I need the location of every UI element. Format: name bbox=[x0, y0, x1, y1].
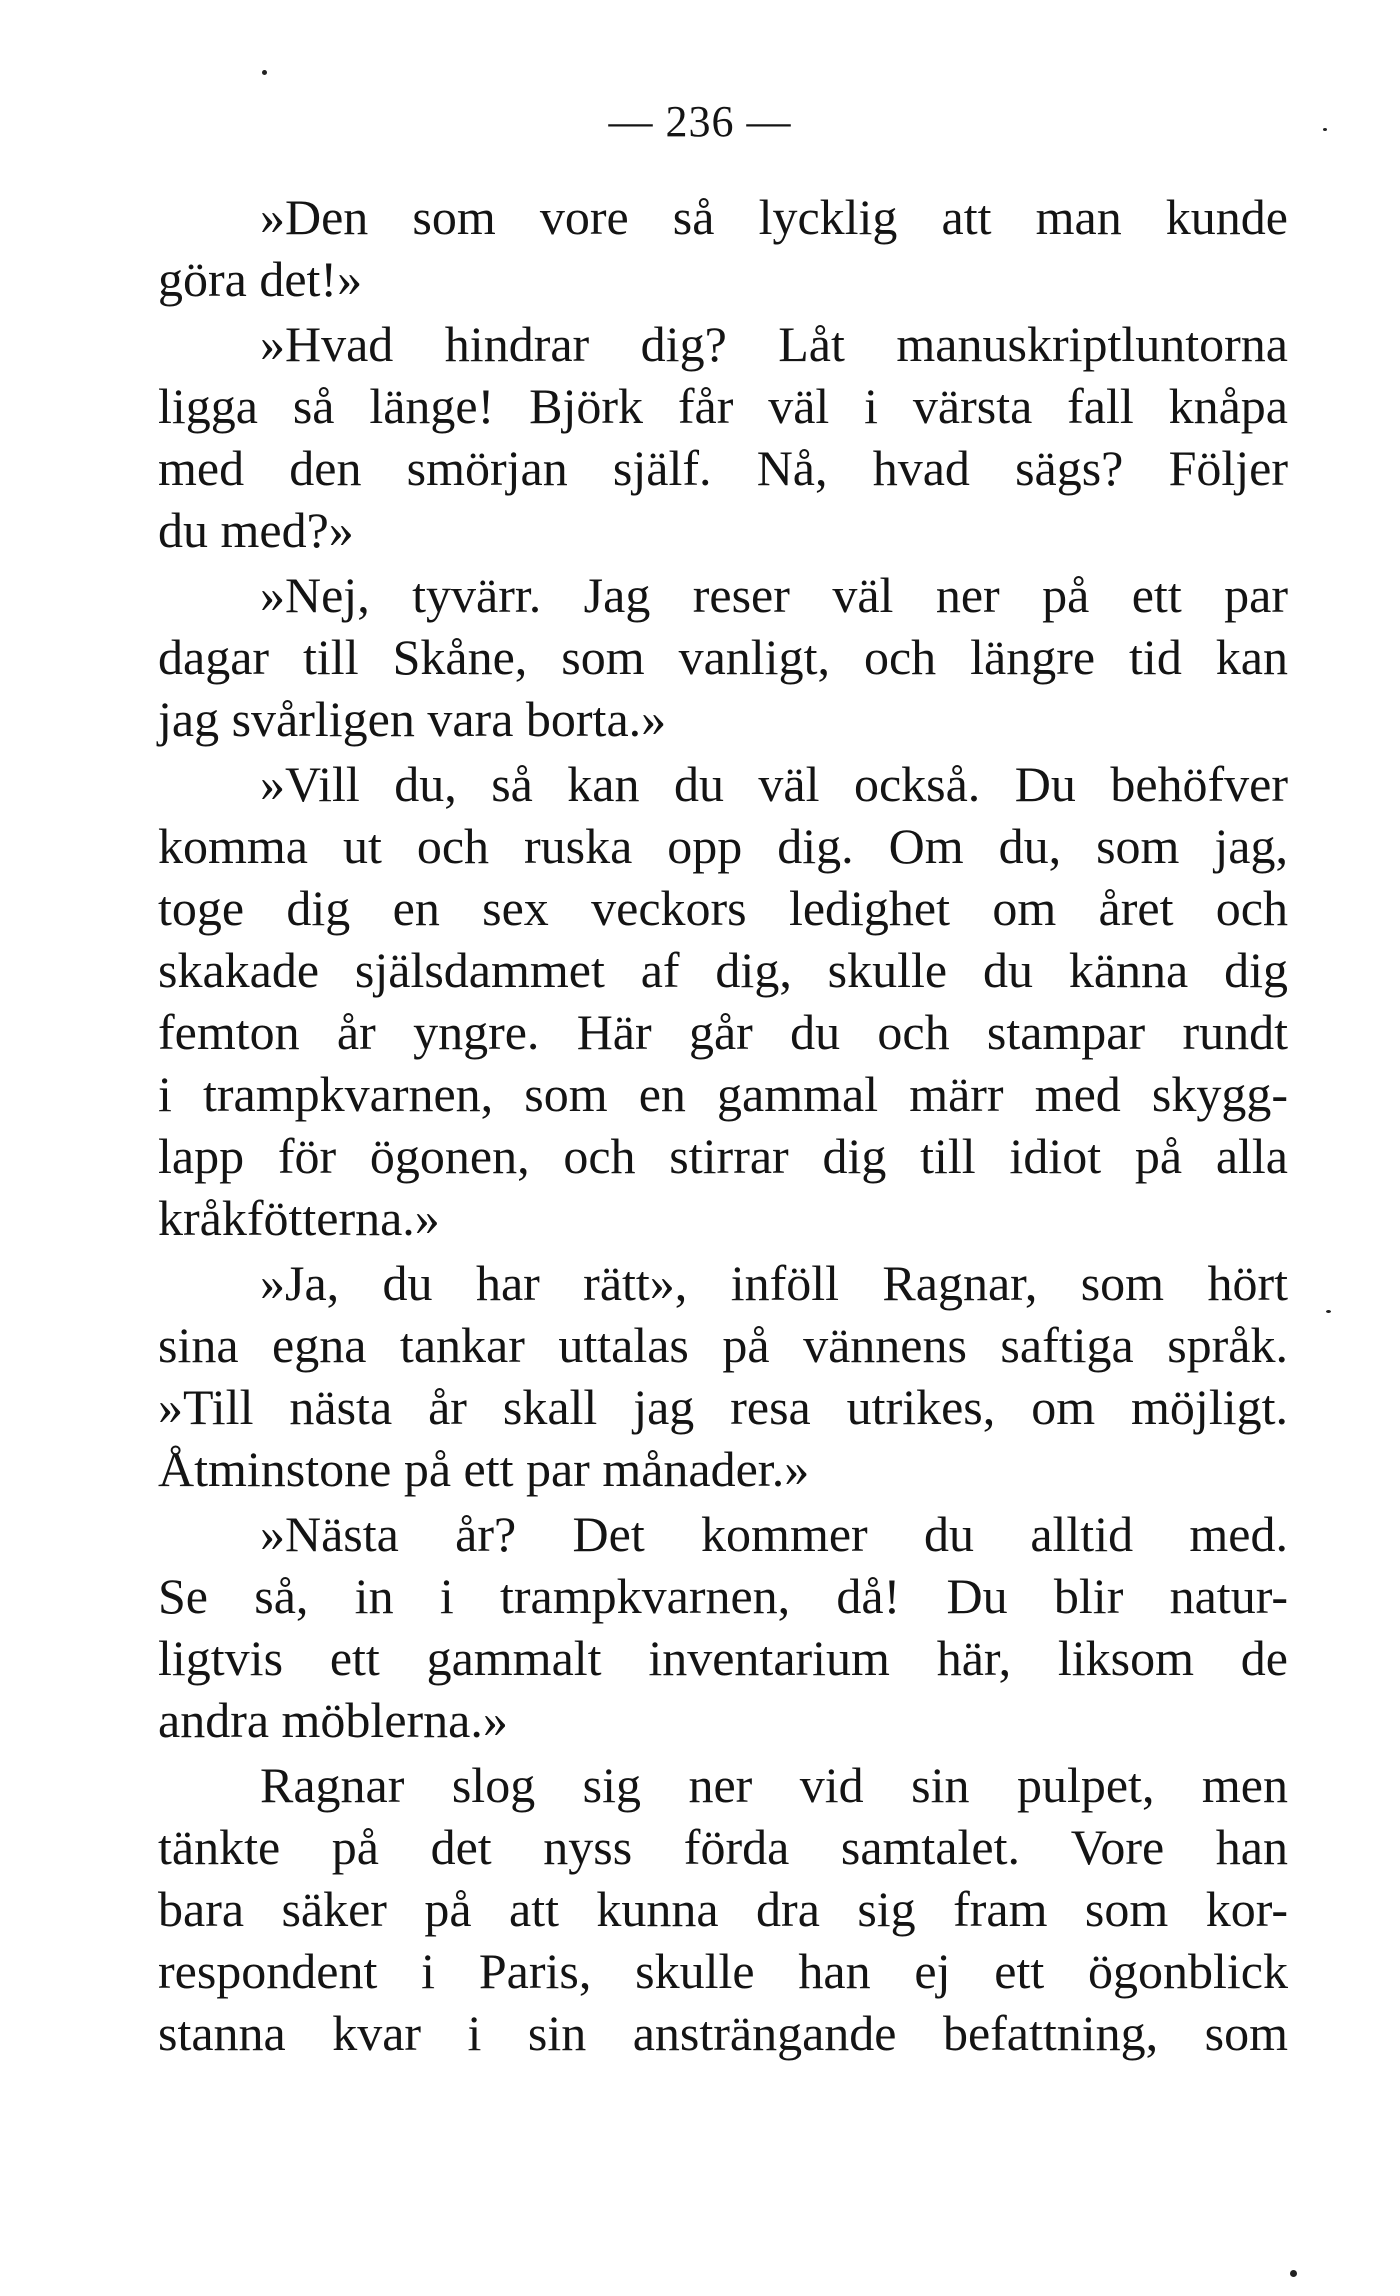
text-line: »Till nästa år skall jag resa utrikes, om möjligt. bbox=[158, 1379, 1288, 1435]
text-line: ligtvis ett gammalt inventarium här, liksom de bbox=[158, 1630, 1288, 1686]
text-line: du med?» bbox=[158, 502, 354, 558]
text-line: toge dig en sex veckors ledighet om året och bbox=[158, 880, 1288, 936]
paragraph bbox=[158, 564, 1288, 750]
page-number: — 236 — bbox=[608, 97, 792, 146]
text-line: respondent i Paris, skulle han ej ett ögonblick bbox=[158, 1943, 1288, 1999]
text-line: Se så, in i trampkvarnen, då! Du blir natur- bbox=[158, 1568, 1288, 1624]
text-line: femton år yngre. Här går du och stampar rundt bbox=[158, 1004, 1288, 1060]
paragraph bbox=[158, 186, 1288, 310]
text-line: »Nej, tyvärr. Jag reser väl ner på ett par bbox=[260, 567, 1288, 623]
text-line: andra möblerna.» bbox=[158, 1692, 508, 1748]
text-line: »Ja, du har rätt», inföll Ragnar, som hört bbox=[260, 1255, 1288, 1311]
text-line: stanna kvar i sin ansträngande befattning, som bbox=[158, 2005, 1288, 2061]
text-line: göra det!» bbox=[158, 251, 363, 307]
scan-speck bbox=[262, 70, 267, 75]
text-line: i trampkvarnen, som en gammal märr med skygg- bbox=[158, 1066, 1288, 1122]
body-text bbox=[158, 186, 1288, 2064]
text-line: kråkfötterna.» bbox=[158, 1190, 440, 1246]
scan-speck bbox=[1290, 2270, 1297, 2277]
text-line: sina egna tankar uttalas på vännens saftiga språk. bbox=[158, 1317, 1288, 1373]
scan-speck bbox=[1323, 128, 1327, 131]
text-line: ligga så länge! Björk får väl i värsta fall knåpa bbox=[158, 378, 1288, 434]
text-line: »Den som vore så lycklig att man kunde bbox=[260, 189, 1288, 245]
text-line: Ragnar slog sig ner vid sin pulpet, men bbox=[260, 1757, 1288, 1813]
paragraph bbox=[158, 313, 1288, 561]
text-line: »Nästa år? Det kommer du alltid med. bbox=[260, 1506, 1288, 1562]
text-line: bara säker på att kunna dra sig fram som kor- bbox=[158, 1881, 1288, 1937]
text-line: komma ut och ruska opp dig. Om du, som jag, bbox=[158, 818, 1288, 874]
text-line: »Vill du, så kan du väl också. Du behöfver bbox=[260, 756, 1288, 812]
text-line: »Hvad hindrar dig? Låt manuskriptluntorna bbox=[260, 316, 1288, 372]
text-line: dagar till Skåne, som vanligt, och längre tid kan bbox=[158, 629, 1288, 685]
scan-speck bbox=[1326, 1310, 1331, 1313]
paragraph bbox=[158, 753, 1288, 1249]
text-line: tänkte på det nyss förda samtalet. Vore han bbox=[158, 1819, 1288, 1875]
text-line: jag svårligen vara borta.» bbox=[158, 691, 667, 747]
text-line: skakade själsdammet af dig, skulle du känna dig bbox=[158, 942, 1288, 998]
paragraph bbox=[158, 1503, 1288, 1751]
paragraph bbox=[158, 1754, 1288, 2064]
paragraph bbox=[158, 1252, 1288, 1500]
text-line: Åtminstone på ett par månader.» bbox=[158, 1441, 810, 1497]
text-line: med den smörjan själf. Nå, hvad sägs? Följer bbox=[158, 440, 1288, 496]
text-line: lapp för ögonen, och stirrar dig till idiot på alla bbox=[158, 1128, 1288, 1184]
